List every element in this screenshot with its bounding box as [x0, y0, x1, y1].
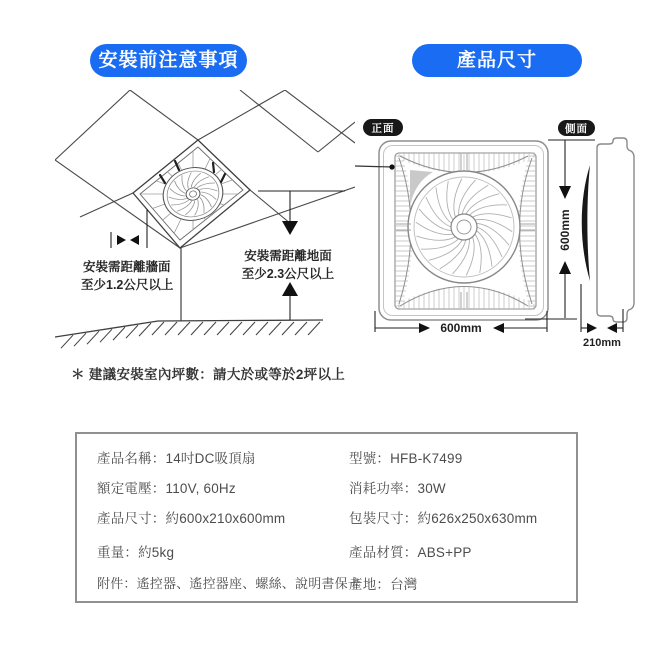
- spec-table: [75, 432, 578, 603]
- spec-weight: 重量：約5kg: [97, 545, 175, 560]
- product-size-badge: 產品尺寸: [412, 44, 582, 77]
- spec-origin: 產地：台灣: [349, 577, 418, 592]
- spec-power: 消耗功率：30W: [349, 481, 446, 496]
- spec-accessories: 附件：遙控器、遙控器座、螺絲、說明書保卡: [97, 576, 362, 591]
- front-view-drawing: [355, 141, 548, 320]
- spec-package-size: 包裝尺寸：約626x250x630mm: [349, 511, 538, 526]
- width-value: 600mm: [440, 321, 482, 335]
- floor-distance-dimension: [242, 191, 345, 320]
- height-value: 600mm: [558, 209, 572, 251]
- install-notice-badge: 安裝前注意事項: [90, 44, 247, 77]
- callout-dot: [389, 164, 394, 169]
- front-label-pill: [363, 119, 403, 136]
- spec-product-size: 產品尺寸：約600x210x600mm: [97, 511, 286, 526]
- floor-hatching: [61, 322, 320, 348]
- floor-distance-label-1: 安裝需距離地面: [244, 249, 332, 263]
- side-label-pill: [558, 120, 595, 136]
- svg-text:正面: 正面: [371, 122, 395, 135]
- side-view-drawing: [582, 138, 634, 322]
- spec-voltage: 額定電壓：110V, 60Hz: [97, 481, 236, 496]
- fan-hub: [451, 214, 477, 240]
- ceiling-fan-tile: [133, 140, 251, 248]
- side-guard-profile: [582, 165, 590, 281]
- floor-distance-label-2: 至少2.3公尺以上: [241, 267, 335, 281]
- wall-distance-label-1: 安裝需距離牆面: [83, 260, 171, 274]
- spec-material: 產品材質：ABS+PP: [349, 545, 472, 560]
- wall-distance-label-2: 至少1.2公尺以上: [81, 278, 174, 292]
- depth-value: 210mm: [583, 337, 621, 349]
- room-size-note: ＊ 建議安裝室內坪數：請大於或等於2坪以上: [71, 367, 346, 382]
- spec-model: 型號：HFB-K7499: [349, 451, 463, 466]
- svg-text:側面: 側面: [565, 123, 588, 135]
- installation-diagram: [55, 90, 355, 360]
- dimension-diagram: [355, 108, 645, 354]
- spec-product-name: 產品名稱：14吋DC吸頂扇: [97, 451, 256, 466]
